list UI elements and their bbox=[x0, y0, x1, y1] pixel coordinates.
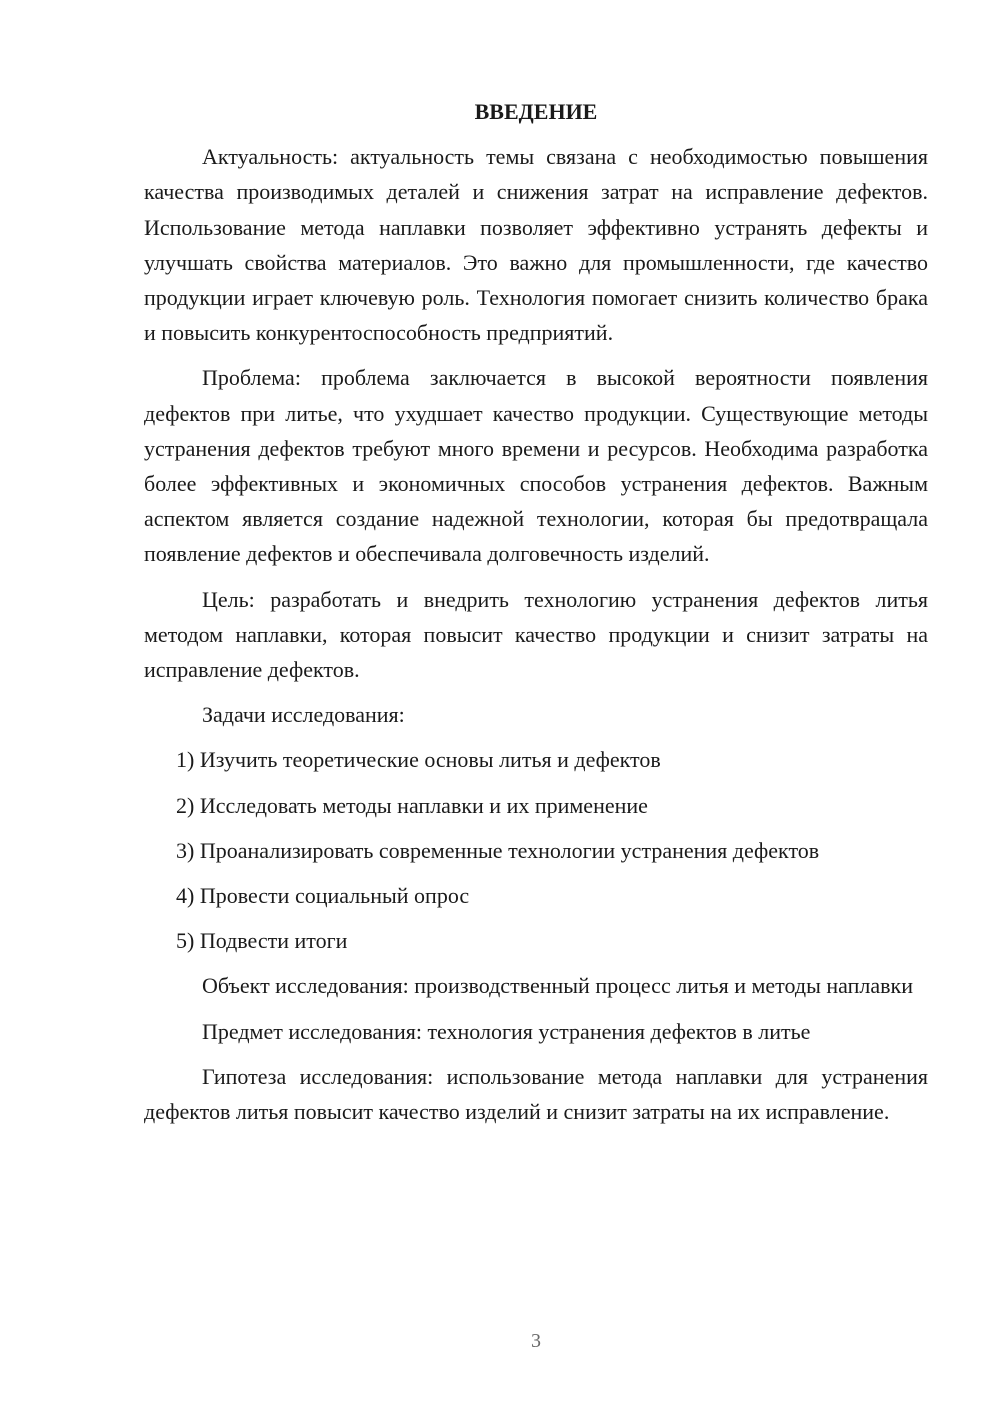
list-item: 2) Исследовать методы наплавки и их применение bbox=[176, 792, 648, 818]
list-item: 3) Проанализировать современные технологии устранения дефектов bbox=[176, 837, 820, 863]
page-number: 3 bbox=[531, 1330, 541, 1352]
page-title: ВВЕДЕНИЕ bbox=[474, 99, 598, 124]
relevance-paragraph: Актуальность: актуальность темы связана с необходимостью повышения качества производимых деталей и снижения затрат на исправление дефектов. Использование метода наплавки позволяет эффективно устранять дефекты и улучшать свойства материалов. Это важно для промышленности, где качество продукции играет ключевую роль. Технология помогает снизить количество брака и повысить конкурентоспособность предприятий. bbox=[144, 144, 928, 346]
tasks-heading: Задачи исследования: bbox=[202, 702, 405, 728]
list-item: 5) Подвести итоги bbox=[176, 928, 348, 954]
page-content bbox=[144, 94, 928, 1139]
object-paragraph: Объект исследования: производственный процесс литья и методы наплавки bbox=[202, 973, 913, 999]
subject-paragraph: Предмет исследования: технология устранения дефектов в литье bbox=[202, 1018, 811, 1044]
list-item: 4) Провести социальный опрос bbox=[176, 883, 470, 909]
tasks-list bbox=[144, 742, 928, 958]
list-item: 1) Изучить теоретические основы литья и дефектов bbox=[176, 747, 661, 773]
problem-paragraph: Проблема: проблема заключается в высокой вероятности появления дефектов при литье, что ухудшает качество продукции. Существующие методы устранения дефектов требуют много времени и ресурсов. Необходима разработка более эффективных и экономичных способов устранения дефектов. Важным аспектом является создание надежной технологии, которая бы предотвращала появление дефектов и обеспечивала долговечность изделий. bbox=[144, 365, 928, 567]
goal-paragraph: Цель: разработать и внедрить технологию устранения дефектов литья методом наплавки, которая повысит качество продукции и снизит затраты на исправление дефектов. bbox=[144, 586, 928, 683]
hypothesis-paragraph: Гипотеза исследования: использование метода наплавки для устранения дефектов литья повысит качество изделий и снизит затраты на их исправление. bbox=[144, 1063, 928, 1125]
